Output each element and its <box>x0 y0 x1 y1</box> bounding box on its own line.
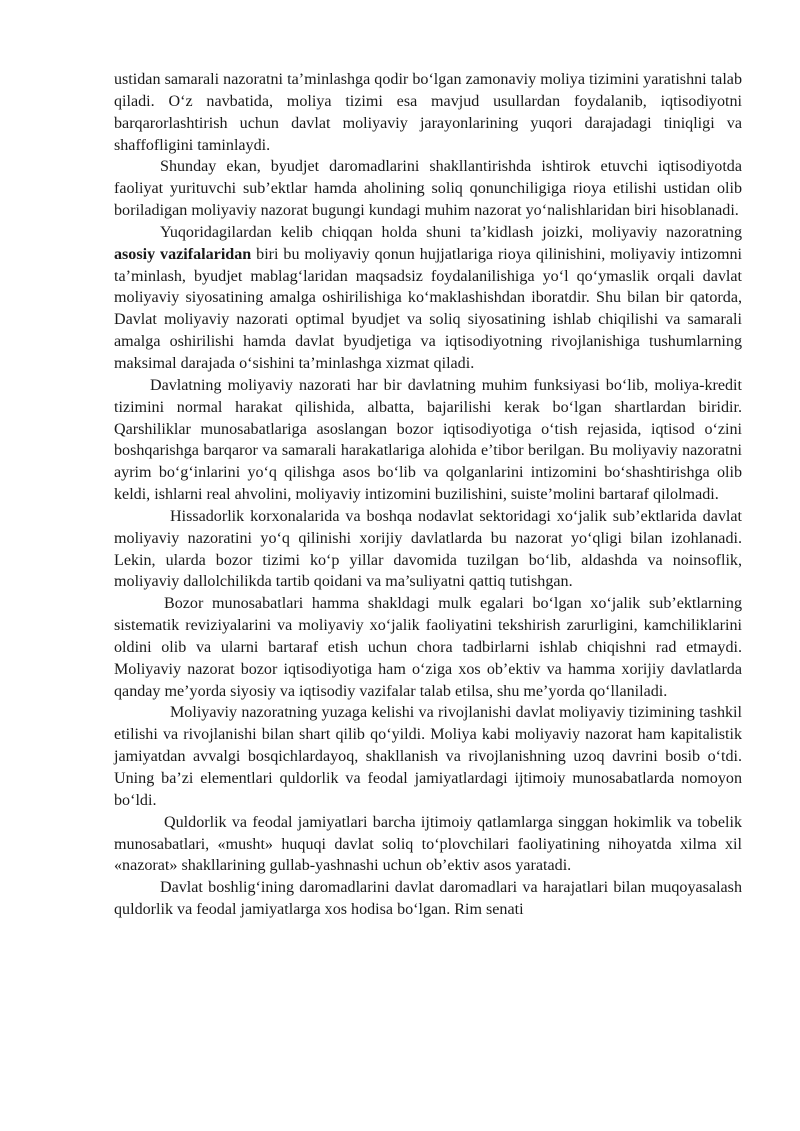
paragraph-7: Moliyaviy nazoratning yuzaga kelishi va rivojlanishi davlat moliyaviy tizimining tashkil etilishi va rivojlanishi bilan shart qilib qo‘yildi. Moliya kabi moliyaviy nazorat ham kapitalistik jamiyatdan avvalgi bosqichlardayoq, shakllanish va rivojlanishning uzoq davrini bosib o‘tdi. Uning ba’zi elementlari quldorlik va feodal jamiyatlardagi ijtimoiy munosabatlarda nomoyon bo‘ldi. <box>114 704 742 809</box>
document-page <box>114 69 742 921</box>
paragraph-3-rest: biri bu moliyaviy qonun hujjatlariga rioya qilinishini, moliyaviy intizomni ta’minlash, byudjet mablag‘laridan maqsadsiz foydalanilishiga yo‘l qo‘ymaslik orqali davlat moliyaviy siyosatining amalga oshirilishiga ko‘maklashishdan iboratdir. Shu bilan bir qatorda, Davlat moliyaviy nazorati optimal byudjet va soliq siyosatining ishlab chiqilishi va samarali amalga oshirilishi hamda davlat byudjetiga va iqtisodiyotning rivojlanishiga tushumlarning maksimal darajada o‘sishini ta’minlashga xizmat qiladi. <box>114 245 742 372</box>
paragraph-3-lead: Yuqoridagilardan kelib chiqqan holda shuni ta’kidlash joizki, moliyaviy nazoratning <box>160 223 742 241</box>
paragraph-4: Davlatning moliyaviy nazorati har bir davlatning muhim funksiyasi bo‘lib, moliya-kredit tizimini normal harakat qilishida, albatta, bajarilishi kerak bo‘lgan shartlardan biridir. Qarshiliklar munosabatlariga asoslangan bozor iqtisodiyotiga o‘tish rejasida, iqtisod o‘zini boshqarishga barqaror va samarali harakatlariga alohida e’tibor berilgan. Bu moliyaviy nazoratni ayrim bo‘g‘inlarini yo‘q qilishga asos bo‘lib va qolganlarini intizomini bo‘shashtirishga olib keldi, ishlarni real ahvolini, moliyaviy intizomini buzilishini, suiste’molini bartaraf qilolmadi. <box>114 376 742 504</box>
paragraph-6: Bozor munosabatlari hamma shakldagi mulk egalari bo‘lgan xo‘jalik sub’ektlarning sistematik reviziyalarini va moliyaviy xo‘jalik faoliyatini tekshirish zarurligini, kamchiliklarini oldini olib va ularni bartaraf etish uchun chora tadbirlarni ishlab chiqishni rad etmaydi. Moliyaviy nazorat bozor iqtisodiyotiga ham o‘ziga xos ob’ektiv va hamma xorijiy davlatlarda qanday me’yorda siyosiy va iqtisodiy vazifalar talab etilsa, shu me’yorda qo‘llaniladi. <box>114 595 742 700</box>
paragraph-1: ustidan samarali nazoratni ta’minlashga qodir bo‘lgan zamonaviy moliya tizimini yaratishni talab qiladi. O‘z navbatida, moliya tizimi esa mavjud usullardan foydalanib, iqtisodiyotni barqarorlashtirish uchun davlat moliyaviy jarayonlarining yuqori darajadagi tiniqligi va shaffofligini taminlaydi. <box>114 71 742 154</box>
paragraph-3 <box>114 222 742 375</box>
paragraph-8: Quldorlik va feodal jamiyatlari barcha ijtimoiy qatlamlarga singgan hokimlik va tobelik munosabatlari, «musht» huquqi davlat soliq to‘plovchilari faoliyatining nihoyatda xilma xil «nazorat» shakllarining gullab-yashnashi uchun ob’ektiv asos yaratadi. <box>114 813 742 875</box>
paragraph-9: Davlat boshlig‘ining daromadlarini davlat daromadlari va harajatlari bilan muqoyasalash quldorlik va feodal jamiyatlarga xos hodisa bo‘lgan. Rim senati <box>114 879 742 919</box>
paragraph-3-bold-term: asosiy vazifalaridan <box>114 245 252 263</box>
paragraph-2: Shunday ekan, byudjet daromadlarini shakllantirishda ishtirok etuvchi iqtisodiyotda faoliyat yurituvchi sub’ektlar hamda aholining soliq qonunchiligiga rioya etilishi ustidan olib boriladigan moliyaviy nazorat bugungi kundagi muhim nazorat yo‘nalishlaridan biri hisoblanadi. <box>114 158 742 220</box>
paragraph-5: Hissadorlik korxonalarida va boshqa nodavlat sektoridagi xo‘jalik sub’ektlarida davlat moliyaviy nazoratini yo‘q qilinishi xorijiy davlatlarda bu nazorat yo‘qligi bilan izohlanadi. Lekin, ularda bozor tizimi ko‘p yillar davomida tuzilgan bo‘lib, aldashda va noinsoflik, moliyaviy dallolchilikda tartib qoidani va ma’suliyatni qattiq tutishgan. <box>114 507 742 591</box>
